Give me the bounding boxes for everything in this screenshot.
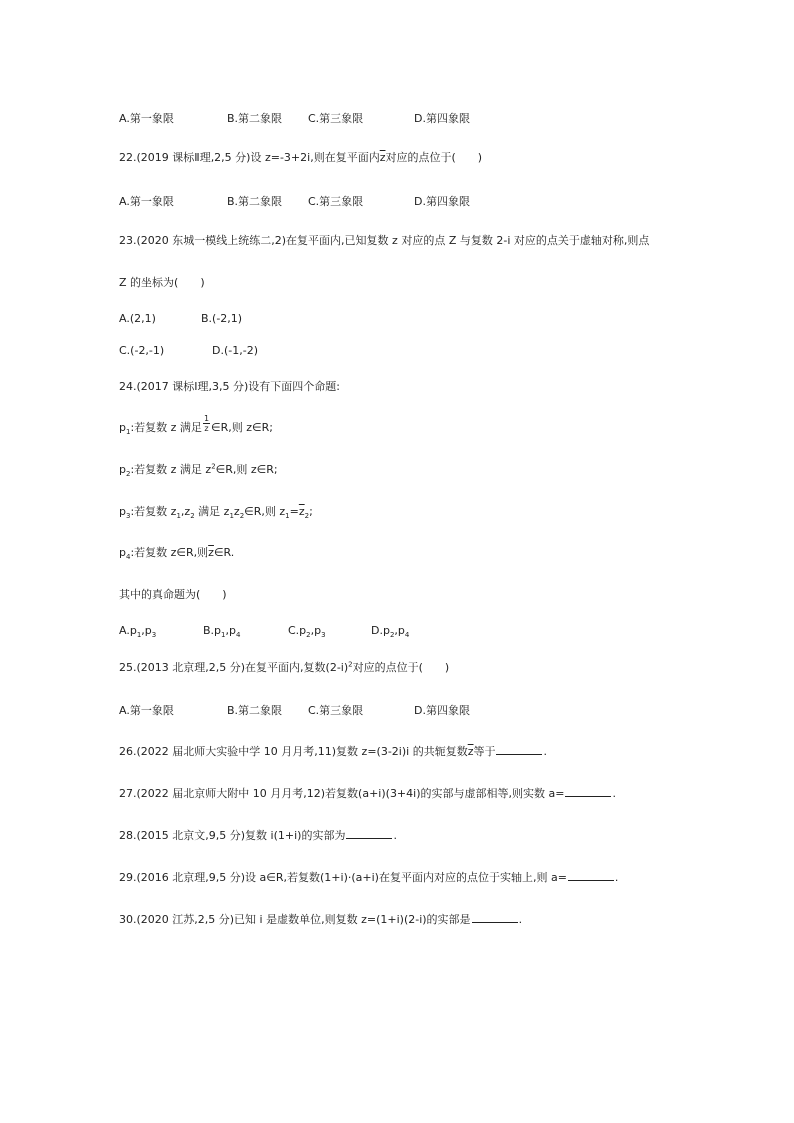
option-c: C.(-2,-1): [119, 344, 165, 357]
option-b: B.(-2,1): [201, 312, 243, 325]
proposition-p3: $p_3$:若复数 $z_1,z_2$ 满足 $z_1z_2\in R$,则 $z_1=\overline{z}_2$;: [119, 505, 313, 521]
option-a: $A.p_1,p_3$: [119, 624, 157, 640]
question-27: 27.(2022 届北京师大附中 10 月月考,12)若复数(a+i)(3+4i)的实部与虚部相等,则实数 a= .: [119, 787, 616, 800]
option-b: B.第二象限: [227, 112, 283, 125]
option-d: D.(-1,-2): [212, 344, 258, 357]
option-c: C.第三象限: [308, 112, 364, 125]
question-30: 30.(2020 江苏,2,5 分)已知 i 是虚数单位,则复数 z=(1+i)(2-i)的实部是 .: [119, 913, 523, 926]
answer-blank[interactable]: [496, 744, 542, 755]
option-c: C.第三象限: [308, 704, 364, 717]
question-28: 28.(2015 北京文,9,5 分)复数 i(1+i)的实部为 .: [119, 829, 397, 842]
answer-blank[interactable]: [568, 870, 614, 881]
proposition-p4: $p_4$:若复数 z∈R,则$\overline{z}\in R$.: [119, 546, 235, 562]
option-d: $D.p_2,p_4$: [371, 624, 410, 640]
option-b: $B.p_1,p_4$: [203, 624, 241, 640]
option-a: A.第一象限: [119, 704, 174, 717]
question-23-stem: 23.(2020 东城一模线上统练二,2)在复平面内,已知复数 z 对应的点 Z 与复数 2-i 对应的点关于虚轴对称,则点: [119, 234, 650, 247]
option-d: D.第四象限: [414, 195, 470, 208]
option-d: D.第四象限: [414, 704, 470, 717]
option-a: A.(2,1): [119, 312, 156, 325]
proposition-p1: $p_1$:若复数 z 满足 $\frac{1}{z}$ ∈R,则 z∈R;: [119, 413, 273, 437]
option-a: A.第一象限: [119, 195, 174, 208]
option-b: B.第二象限: [227, 704, 283, 717]
proposition-p2: $p_2$:若复数 z 满足 $z^2\in R$,则 z∈R;: [119, 462, 278, 479]
question-24-ask: 其中的真命题为( ): [119, 588, 227, 601]
option-c: C.第三象限: [308, 195, 364, 208]
answer-blank[interactable]: [472, 912, 518, 923]
question-24-stem: 24.(2017 课标Ⅰ理,3,5 分)设有下面四个命题:: [119, 380, 341, 393]
option-d: D.第四象限: [414, 112, 470, 125]
answer-blank[interactable]: [565, 786, 611, 797]
answer-blank[interactable]: [346, 828, 392, 839]
question-26: 26.(2022 届北师大实验中学 10 月月考,11)复数 z=(3-2i)i 的共轭复数$\overline{z}$等于 .: [119, 745, 547, 758]
option-c: $C.p_2,p_3$: [288, 624, 326, 640]
option-b: B.第二象限: [227, 195, 283, 208]
question-23-stem-cont: Z 的坐标为( ): [119, 276, 205, 289]
question-25-stem: 25.(2013 北京理,2,5 分)在复平面内,复数$(2-i)^2$对应的点位于( ): [119, 660, 450, 674]
question-22-stem: 22.(2019 课标Ⅱ理,2,5 分)设 z=-3+2i,则在复平面内$\overline{z}$对应的点位于( ): [119, 151, 483, 164]
question-29: 29.(2016 北京理,9,5 分)设 a∈R,若复数(1+i)·(a+i)在复平面内对应的点位于实轴上,则 a= .: [119, 871, 619, 884]
option-a: A.第一象限: [119, 112, 174, 125]
